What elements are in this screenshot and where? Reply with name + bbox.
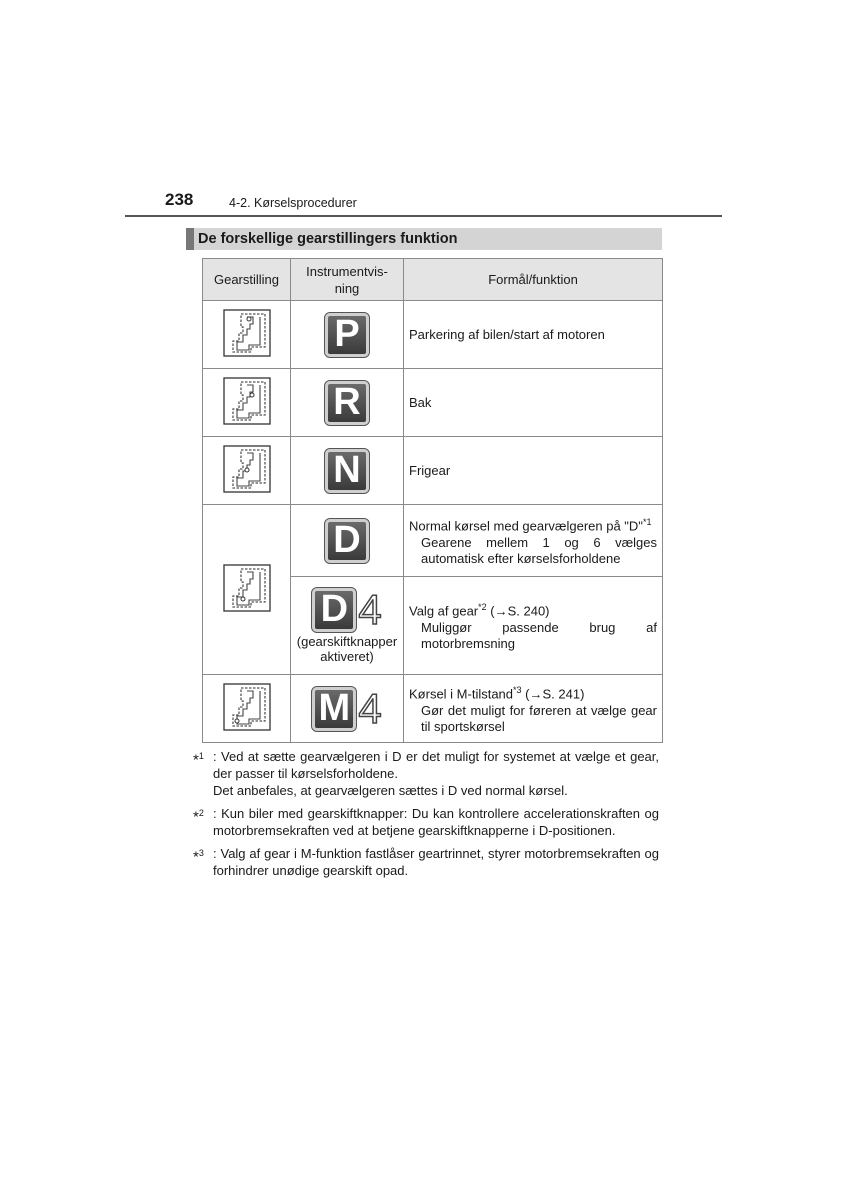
footnote-ref: *2 bbox=[478, 602, 487, 613]
gear-function-table bbox=[202, 258, 663, 743]
table-row bbox=[203, 437, 663, 505]
function-cell bbox=[404, 577, 663, 675]
function-text: Frigear bbox=[409, 462, 451, 478]
indicator-p-badge: P bbox=[325, 313, 369, 357]
column-header-instrumentvisning-text: Instrumentvis- ning bbox=[306, 263, 388, 296]
footnote bbox=[193, 805, 659, 839]
lever-cell bbox=[203, 437, 291, 505]
gear-lever-d-icon bbox=[223, 564, 271, 612]
lever-cell bbox=[203, 301, 291, 369]
footnote-mark: *$^2$ bbox=[193, 808, 204, 826]
section-title-text: De forskellige gearstillingers funktion bbox=[198, 231, 458, 247]
page-reference: (→S. 241) bbox=[521, 686, 585, 702]
indicator-cell bbox=[291, 505, 404, 577]
function-cell bbox=[404, 505, 663, 577]
indicator-cell bbox=[291, 577, 404, 675]
section-title bbox=[186, 228, 662, 250]
footnote-text: : Ved at sætte gearvælgeren i D er det muligt for systemet at vælge et gear, der passer til kørselsforholdene. Det anbefales, at gearvælgeren sættes i D ved normal kørsel. bbox=[213, 749, 659, 798]
gear-lever-p-icon bbox=[223, 309, 271, 357]
footnotes bbox=[193, 748, 659, 885]
column-header-formaal: Formål/funktion bbox=[404, 259, 663, 301]
indicator-d4 bbox=[312, 585, 382, 633]
function-cell bbox=[404, 437, 663, 505]
table-row bbox=[203, 505, 663, 577]
table-row bbox=[203, 369, 663, 437]
indicator-cell bbox=[291, 301, 404, 369]
page-reference: (→S. 240) bbox=[486, 603, 550, 619]
function-main-text: Valg af gear bbox=[409, 603, 479, 619]
indicator-cell bbox=[291, 369, 404, 437]
table-row bbox=[203, 301, 663, 369]
footnote-mark: *$^3$ bbox=[193, 848, 204, 866]
function-main-text: Normal kørsel med gearvælgeren på "D" bbox=[409, 518, 643, 534]
page-number: 238 bbox=[165, 190, 194, 209]
indicator-m-badge: M bbox=[312, 687, 356, 731]
function-text: Bak bbox=[409, 394, 432, 410]
indicator-d-badge: D bbox=[325, 519, 369, 563]
indicator-note: (gearskiftknapper aktiveret) bbox=[296, 633, 398, 664]
function-sub-text: Gearene mellem 1 og 6 vælges automatisk efter kørselsforholdene bbox=[421, 534, 657, 566]
indicator-gear-number: 4 bbox=[358, 684, 382, 732]
function-main-text: Kørsel i M-tilstand bbox=[409, 686, 514, 702]
table-row bbox=[203, 675, 663, 743]
gear-lever-m-icon bbox=[223, 683, 271, 731]
function-cell bbox=[404, 675, 663, 743]
footnote-extra: Det anbefales, at gearvælgeren sættes i D ved normal kørsel. bbox=[213, 783, 568, 798]
function-text: Parkering af bilen/start af motoren bbox=[409, 326, 605, 342]
column-header-instrumentvisning bbox=[291, 259, 404, 301]
function-cell bbox=[404, 301, 663, 369]
indicator-d-badge: D bbox=[312, 588, 356, 632]
footnote-ref: *1 bbox=[642, 517, 652, 528]
indicator-r-badge: R bbox=[325, 381, 369, 425]
table-header-row bbox=[203, 259, 663, 301]
lever-cell bbox=[203, 675, 291, 743]
function-sub-text: Gør det muligt for føreren at vælge gear til sportskørsel bbox=[421, 702, 657, 734]
gear-lever-n-icon bbox=[223, 445, 271, 493]
indicator-gear-number: 4 bbox=[358, 585, 382, 633]
header-rule bbox=[125, 215, 722, 217]
section-header: 4-2. Kørselsprocedurer bbox=[229, 196, 357, 210]
indicator-cell bbox=[291, 437, 404, 505]
footnote bbox=[193, 845, 659, 879]
footnote-text: : Valg af gear i M-funktion fastlåser geartrinnet, styrer motorbremsekraften og forhindrer unødige gearskift opad. bbox=[213, 846, 659, 878]
function-sub-text: Muliggør passende brug af motorbremsning bbox=[421, 619, 657, 651]
footnote-text: : Kun biler med gearskiftknapper: Du kan kontrollere accelerationskraften og motorbremsekraften ved at betjene gearskiftknapperne i D-positionen. bbox=[213, 806, 659, 838]
footnote-mark: *$^1$ bbox=[193, 751, 204, 769]
indicator-cell bbox=[291, 675, 404, 743]
gear-lever-r-icon bbox=[223, 377, 271, 425]
indicator-m4 bbox=[312, 684, 382, 732]
lever-cell bbox=[203, 505, 291, 675]
lever-cell bbox=[203, 369, 291, 437]
footnote bbox=[193, 748, 659, 799]
column-header-gearstilling: Gearstilling bbox=[203, 259, 291, 301]
function-cell bbox=[404, 369, 663, 437]
indicator-n-badge: N bbox=[325, 449, 369, 493]
footnote-ref: *3 bbox=[513, 685, 522, 696]
